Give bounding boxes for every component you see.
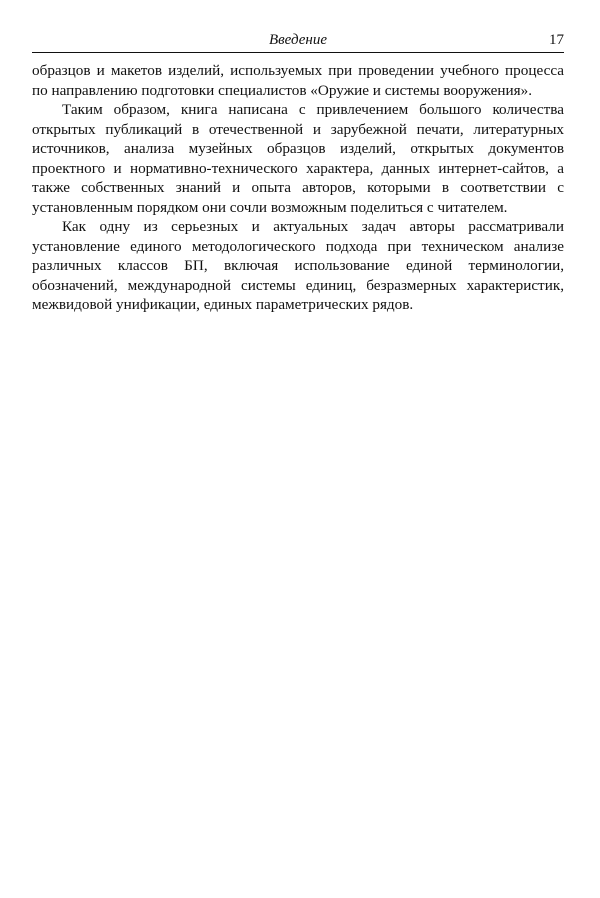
header-rule (32, 52, 564, 53)
paragraph-continuation: образцов и макетов изделий, используемых при проведении учебного процесса по направлению подготовки специалистов «Оружие и системы вооружения». (32, 62, 564, 99)
paragraph-sources: Таким образом, книга написана с привлечением большого количества открытых публикаций в отечественной и зарубежной печати, литературных источников, анализа музейных образцов изделий, открытых документов проектного и нормативно-технического характера, данных интернет-сайтов, а также собственных знаний и опыта авторов, которыми в соответствии с установленным порядком они сочли возможным поделиться с читателем. (32, 101, 564, 216)
body-text (32, 61, 564, 315)
page-number: 17 (549, 32, 564, 48)
running-title: Введение (269, 32, 327, 48)
paragraph-methodology: Как одну из серьезных и актуальных задач авторы рассматривали установление единого методологического подхода при техническом анализе различных классов БП, включая использование единой терминологии, обозначений, международной системы единиц, безразмерных характеристик, межвидовой унификации, единых параметрических рядов. (32, 218, 564, 313)
book-page (32, 0, 564, 898)
running-header (32, 28, 564, 52)
